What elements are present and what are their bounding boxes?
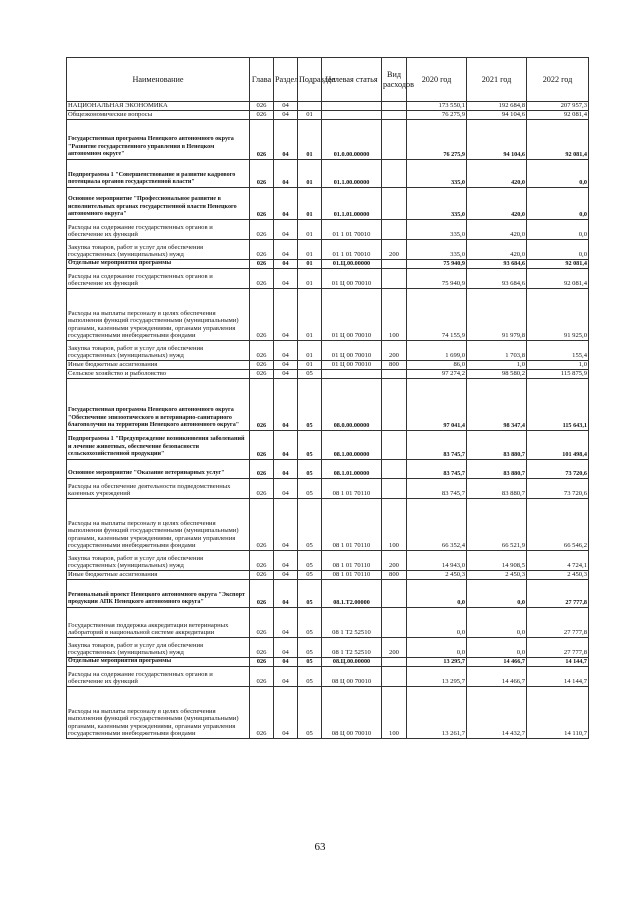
cell-2022: 27 777,8 xyxy=(527,638,589,658)
cell-2020: 13 295,7 xyxy=(407,667,467,687)
cell-2022: 101 498,4 xyxy=(527,431,589,460)
cell-2021: 420,0 xyxy=(467,160,527,188)
cell-2022: 92 081,4 xyxy=(527,111,589,120)
cell-2020: 83 745,7 xyxy=(407,431,467,460)
table-row xyxy=(67,220,589,240)
cell-2020: 335,0 xyxy=(407,160,467,188)
cell-name: Закупка товаров, работ и услуг для обеспечения государственных (муниципальных) нужд xyxy=(67,638,250,658)
cell-2022: 207 957,3 xyxy=(527,102,589,111)
cell-vr xyxy=(382,658,407,667)
cell-name: Подпрограмма 1 "Совершенствование и развитие кадрового потенциала органов государственной власти" xyxy=(67,160,250,188)
cell-2021: 83 880,7 xyxy=(467,460,527,479)
cell-name: Основное мероприятие "Профессиональное развитие в исполнительных органах государственной власти Ненецкого автономного округа" xyxy=(67,188,250,220)
cell-glava: 026 xyxy=(250,361,274,370)
col-header-2022: 2022 год xyxy=(527,58,589,102)
cell-podrazdel: 01 xyxy=(298,341,322,361)
cell-2022: 27 777,8 xyxy=(527,580,589,608)
cell-razdel: 04 xyxy=(274,571,298,580)
cell-razdel: 04 xyxy=(274,370,298,379)
cell-razdel: 04 xyxy=(274,361,298,370)
cell-glava: 026 xyxy=(250,188,274,220)
cell-name: НАЦИОНАЛЬНАЯ ЭКОНОМИКА xyxy=(67,102,250,111)
cell-glava: 026 xyxy=(250,431,274,460)
cell-2022: 14 110,7 xyxy=(527,687,589,739)
cell-vr: 200 xyxy=(382,551,407,571)
cell-name: Государственная программа Ненецкого автономного округа "Развитие государственного управления в Ненецком автономном округе" xyxy=(67,120,250,160)
cell-2022: 73 720,6 xyxy=(527,479,589,499)
cell-razdel: 04 xyxy=(274,499,298,551)
cell-name: Сельское хозяйство и рыболовство xyxy=(67,370,250,379)
cell-vr xyxy=(382,379,407,431)
cell-podrazdel: 05 xyxy=(298,658,322,667)
cell-2021: 94 104,6 xyxy=(467,111,527,120)
cell-vr: 100 xyxy=(382,499,407,551)
cell-2020: 0,0 xyxy=(407,580,467,608)
cell-2021: 14 466,7 xyxy=(467,667,527,687)
cell-glava: 026 xyxy=(250,379,274,431)
cell-2021: 98 347,4 xyxy=(467,379,527,431)
table-row xyxy=(67,379,589,431)
cell-glava: 026 xyxy=(250,479,274,499)
cell-vr xyxy=(382,160,407,188)
cell-glava: 026 xyxy=(250,220,274,240)
cell-2022: 1,0 xyxy=(527,361,589,370)
cell-2022: 155,4 xyxy=(527,341,589,361)
cell-vr xyxy=(382,102,407,111)
cell-2022: 2 450,3 xyxy=(527,571,589,580)
cell-csr: 08 1 01 70110 xyxy=(322,571,382,580)
cell-2021: 0,0 xyxy=(467,638,527,658)
table-row xyxy=(67,580,589,608)
cell-glava: 026 xyxy=(250,499,274,551)
col-header-vr: Вид расходов xyxy=(382,58,407,102)
cell-razdel: 04 xyxy=(274,160,298,188)
cell-2020: 2 450,3 xyxy=(407,571,467,580)
cell-vr xyxy=(382,188,407,220)
cell-csr: 08 1 01 70110 xyxy=(322,499,382,551)
cell-csr: 08 Ц 00 70010 xyxy=(322,687,382,739)
cell-csr: 08.1.Т2.00000 xyxy=(322,580,382,608)
cell-name: Государственная поддержка аккредитации ветеринарных лабораторий в национальной системе аккредитации xyxy=(67,608,250,638)
cell-2020: 83 745,7 xyxy=(407,460,467,479)
cell-razdel: 04 xyxy=(274,479,298,499)
cell-name: Государственная программа Ненецкого автономного округа "Обеспечение эпизоотического и ветеринарно-санитарного благополучия на территории Ненецкого автономного округа" xyxy=(67,379,250,431)
cell-glava: 026 xyxy=(250,370,274,379)
cell-2021: 93 684,6 xyxy=(467,260,527,269)
cell-2021: 192 684,8 xyxy=(467,102,527,111)
cell-2022: 0,0 xyxy=(527,240,589,260)
cell-name: Подпрограмма 1 "Предупреждение возникновения заболеваний и лечение животных, обеспечение безопасности сельскохозяйственной продукции" xyxy=(67,431,250,460)
table-row xyxy=(67,269,589,289)
table-row xyxy=(67,102,589,111)
cell-csr: 01 Ц 00 70010 xyxy=(322,269,382,289)
cell-2021: 2 450,3 xyxy=(467,571,527,580)
cell-csr: 01.1.00.00000 xyxy=(322,160,382,188)
budget-table-sheet xyxy=(66,57,588,739)
cell-razdel: 04 xyxy=(274,667,298,687)
cell-2021: 66 521,9 xyxy=(467,499,527,551)
col-header-glava: Глава xyxy=(250,58,274,102)
cell-vr xyxy=(382,260,407,269)
cell-name: Закупка товаров, работ и услуг для обеспечения государственных (муниципальных) нужд xyxy=(67,551,250,571)
cell-2020: 66 352,4 xyxy=(407,499,467,551)
cell-csr: 08 Ц 00 70010 xyxy=(322,667,382,687)
table-row xyxy=(67,658,589,667)
table-row xyxy=(67,120,589,160)
col-header-2020: 2020 год xyxy=(407,58,467,102)
cell-2021: 98 580,2 xyxy=(467,370,527,379)
cell-csr xyxy=(322,370,382,379)
cell-podrazdel: 01 xyxy=(298,120,322,160)
cell-2020: 97 041,4 xyxy=(407,379,467,431)
cell-glava: 026 xyxy=(250,608,274,638)
cell-podrazdel: 05 xyxy=(298,667,322,687)
cell-vr: 100 xyxy=(382,289,407,341)
budget-table xyxy=(66,57,589,739)
cell-2021: 1,0 xyxy=(467,361,527,370)
cell-glava: 026 xyxy=(250,460,274,479)
table-row xyxy=(67,687,589,739)
table-row xyxy=(67,667,589,687)
cell-csr: 08.Ц.00.00000 xyxy=(322,658,382,667)
cell-2020: 75 940,9 xyxy=(407,260,467,269)
cell-name: Основное мероприятие "Оказание ветеринарных услуг" xyxy=(67,460,250,479)
table-row xyxy=(67,431,589,460)
cell-vr xyxy=(382,111,407,120)
table-row xyxy=(67,551,589,571)
page-number: 63 xyxy=(314,841,326,853)
cell-name: Расходы на обеспечение деятельности подведомственных казенных учреждений xyxy=(67,479,250,499)
cell-2022: 66 546,2 xyxy=(527,499,589,551)
cell-2022: 92 081,4 xyxy=(527,120,589,160)
cell-podrazdel: 05 xyxy=(298,608,322,638)
cell-2022: 14 144,7 xyxy=(527,667,589,687)
cell-csr: 01.1.01.00000 xyxy=(322,188,382,220)
table-row xyxy=(67,260,589,269)
cell-razdel: 04 xyxy=(274,188,298,220)
cell-name: Общеэкономические вопросы xyxy=(67,111,250,120)
cell-csr: 08.1.01.00000 xyxy=(322,460,382,479)
cell-podrazdel xyxy=(298,102,322,111)
cell-podrazdel: 05 xyxy=(298,431,322,460)
cell-2021: 420,0 xyxy=(467,220,527,240)
cell-name: Иные бюджетные ассигнования xyxy=(67,361,250,370)
cell-csr: 01.Ц.00.00000 xyxy=(322,260,382,269)
cell-2022: 115 643,1 xyxy=(527,379,589,431)
cell-csr: 08 1 Т2 52510 xyxy=(322,608,382,638)
cell-vr: 200 xyxy=(382,341,407,361)
cell-glava: 026 xyxy=(250,120,274,160)
cell-2021: 91 979,8 xyxy=(467,289,527,341)
cell-vr: 200 xyxy=(382,638,407,658)
table-row xyxy=(67,479,589,499)
cell-vr xyxy=(382,370,407,379)
col-header-name: Наименование xyxy=(67,58,250,102)
cell-2022: 115 875,9 xyxy=(527,370,589,379)
cell-2020: 97 274,2 xyxy=(407,370,467,379)
table-row xyxy=(67,608,589,638)
col-header-2021: 2021 год xyxy=(467,58,527,102)
cell-podrazdel: 01 xyxy=(298,269,322,289)
cell-podrazdel: 01 xyxy=(298,361,322,370)
cell-razdel: 04 xyxy=(274,341,298,361)
cell-name: Расходы на содержание государственных органов и обеспечение их функций xyxy=(67,269,250,289)
cell-csr: 01 1 01 70010 xyxy=(322,240,382,260)
cell-2020: 74 155,9 xyxy=(407,289,467,341)
cell-glava: 026 xyxy=(250,341,274,361)
cell-razdel: 04 xyxy=(274,379,298,431)
cell-glava: 026 xyxy=(250,111,274,120)
cell-2020: 76 275,9 xyxy=(407,120,467,160)
cell-csr: 08 1 Т2 52510 xyxy=(322,638,382,658)
cell-name: Отдельные мероприятия программы xyxy=(67,658,250,667)
cell-2021: 94 104,6 xyxy=(467,120,527,160)
cell-2020: 13 295,7 xyxy=(407,658,467,667)
cell-razdel: 04 xyxy=(274,551,298,571)
cell-podrazdel: 05 xyxy=(298,499,322,551)
table-row xyxy=(67,188,589,220)
table-row xyxy=(67,370,589,379)
cell-2020: 335,0 xyxy=(407,188,467,220)
cell-podrazdel: 01 xyxy=(298,289,322,341)
cell-razdel: 04 xyxy=(274,120,298,160)
cell-podrazdel: 01 xyxy=(298,111,322,120)
cell-2021: 1 703,8 xyxy=(467,341,527,361)
cell-2022: 27 777,8 xyxy=(527,608,589,638)
cell-razdel: 04 xyxy=(274,431,298,460)
cell-csr: 01.0.00.00000 xyxy=(322,120,382,160)
table-row xyxy=(67,460,589,479)
cell-glava: 026 xyxy=(250,667,274,687)
cell-razdel: 04 xyxy=(274,240,298,260)
table-row xyxy=(67,111,589,120)
cell-2020: 335,0 xyxy=(407,220,467,240)
cell-podrazdel: 01 xyxy=(298,160,322,188)
cell-2020: 86,0 xyxy=(407,361,467,370)
table-row xyxy=(67,638,589,658)
cell-vr xyxy=(382,431,407,460)
table-body xyxy=(67,102,589,739)
cell-2020: 1 699,0 xyxy=(407,341,467,361)
cell-2022: 73 720,6 xyxy=(527,460,589,479)
cell-razdel: 04 xyxy=(274,269,298,289)
cell-glava: 026 xyxy=(250,289,274,341)
cell-2022: 0,0 xyxy=(527,220,589,240)
cell-podrazdel: 05 xyxy=(298,379,322,431)
cell-2020: 14 943,0 xyxy=(407,551,467,571)
cell-name: Расходы на содержание государственных органов и обеспечение их функций xyxy=(67,220,250,240)
cell-razdel: 04 xyxy=(274,460,298,479)
cell-glava: 026 xyxy=(250,240,274,260)
cell-name: Расходы на выплаты персоналу в целях обеспечения выполнения функций государственными (муниципальными) органами, казенными учреждениями, органами управления государственными внебюджетными фондами xyxy=(67,499,250,551)
cell-name: Закупка товаров, работ и услуг для обеспечения государственных (муниципальных) нужд xyxy=(67,240,250,260)
cell-2021: 93 684,6 xyxy=(467,269,527,289)
cell-2021: 420,0 xyxy=(467,240,527,260)
cell-podrazdel: 05 xyxy=(298,638,322,658)
cell-2021: 83 880,7 xyxy=(467,431,527,460)
cell-podrazdel: 05 xyxy=(298,460,322,479)
table-row xyxy=(67,289,589,341)
table-row xyxy=(67,240,589,260)
cell-csr: 01 1 01 70010 xyxy=(322,220,382,240)
cell-2021: 14 432,7 xyxy=(467,687,527,739)
cell-2022: 4 724,1 xyxy=(527,551,589,571)
cell-name: Отдельные мероприятия программы xyxy=(67,260,250,269)
cell-2020: 335,0 xyxy=(407,240,467,260)
cell-vr: 800 xyxy=(382,361,407,370)
cell-podrazdel: 05 xyxy=(298,551,322,571)
table-row xyxy=(67,160,589,188)
cell-2021: 0,0 xyxy=(467,608,527,638)
cell-vr xyxy=(382,479,407,499)
cell-2022: 92 081,4 xyxy=(527,260,589,269)
cell-2020: 0,0 xyxy=(407,638,467,658)
cell-csr: 01 Ц 00 70010 xyxy=(322,361,382,370)
cell-razdel: 04 xyxy=(274,220,298,240)
cell-2022: 0,0 xyxy=(527,188,589,220)
cell-glava: 026 xyxy=(250,580,274,608)
col-header-razdel: Раздел xyxy=(274,58,298,102)
cell-name: Расходы на содержание государственных органов и обеспечение их функций xyxy=(67,667,250,687)
cell-razdel: 04 xyxy=(274,102,298,111)
cell-csr: 08.0.00.00000 xyxy=(322,379,382,431)
cell-vr: 200 xyxy=(382,240,407,260)
cell-podrazdel: 05 xyxy=(298,370,322,379)
cell-csr xyxy=(322,111,382,120)
cell-2020: 75 940,9 xyxy=(407,269,467,289)
cell-2021: 14 908,5 xyxy=(467,551,527,571)
cell-vr xyxy=(382,580,407,608)
table-header-row xyxy=(67,58,589,102)
cell-name: Расходы на выплаты персоналу в целях обеспечения выполнения функций государственными (муниципальными) органами, казенными учреждениями, органами управления государственными внебюджетными фондами xyxy=(67,687,250,739)
cell-vr xyxy=(382,608,407,638)
cell-vr xyxy=(382,269,407,289)
cell-csr xyxy=(322,102,382,111)
table-row xyxy=(67,499,589,551)
cell-2020: 83 745,7 xyxy=(407,479,467,499)
cell-glava: 026 xyxy=(250,102,274,111)
cell-podrazdel: 05 xyxy=(298,571,322,580)
cell-2021: 83 880,7 xyxy=(467,479,527,499)
cell-razdel: 04 xyxy=(274,260,298,269)
cell-glava: 026 xyxy=(250,687,274,739)
cell-podrazdel: 01 xyxy=(298,260,322,269)
cell-razdel: 04 xyxy=(274,111,298,120)
cell-2022: 0,0 xyxy=(527,160,589,188)
cell-glava: 026 xyxy=(250,638,274,658)
col-header-csr: Целевая статья xyxy=(322,58,382,102)
cell-2021: 0,0 xyxy=(467,580,527,608)
cell-glava: 026 xyxy=(250,551,274,571)
cell-name: Иные бюджетные ассигнования xyxy=(67,571,250,580)
cell-podrazdel: 05 xyxy=(298,580,322,608)
cell-csr: 01 Ц 00 70010 xyxy=(322,341,382,361)
cell-podrazdel: 01 xyxy=(298,220,322,240)
cell-2020: 0,0 xyxy=(407,608,467,638)
cell-csr: 08 1 01 70110 xyxy=(322,551,382,571)
cell-name: Закупка товаров, работ и услуг для обеспечения государственных (муниципальных) нужд xyxy=(67,341,250,361)
cell-vr xyxy=(382,220,407,240)
cell-vr: 800 xyxy=(382,571,407,580)
cell-2021: 420,0 xyxy=(467,188,527,220)
cell-glava: 026 xyxy=(250,269,274,289)
cell-razdel: 04 xyxy=(274,658,298,667)
cell-vr xyxy=(382,667,407,687)
cell-2020: 13 261,7 xyxy=(407,687,467,739)
cell-razdel: 04 xyxy=(274,638,298,658)
cell-glava: 026 xyxy=(250,160,274,188)
table-row xyxy=(67,341,589,361)
cell-name: Расходы на выплаты персоналу в целях обеспечения выполнения функций государственными (муниципальными) органами, казенными учреждениями, органами управления государственными внебюджетными фондами xyxy=(67,289,250,341)
cell-podrazdel: 05 xyxy=(298,687,322,739)
cell-csr: 08 1 01 70110 xyxy=(322,479,382,499)
cell-glava: 026 xyxy=(250,571,274,580)
cell-razdel: 04 xyxy=(274,608,298,638)
cell-glava: 026 xyxy=(250,658,274,667)
cell-vr: 100 xyxy=(382,687,407,739)
cell-name: Региональный проект Ненецкого автономного округа "Экспорт продукции АПК Ненецкого автономного округа" xyxy=(67,580,250,608)
cell-2022: 92 081,4 xyxy=(527,269,589,289)
cell-csr: 01 Ц 00 70010 xyxy=(322,289,382,341)
cell-2022: 91 925,0 xyxy=(527,289,589,341)
cell-2021: 14 466,7 xyxy=(467,658,527,667)
cell-vr xyxy=(382,460,407,479)
cell-glava: 026 xyxy=(250,260,274,269)
cell-podrazdel: 01 xyxy=(298,188,322,220)
cell-razdel: 04 xyxy=(274,687,298,739)
table-row xyxy=(67,361,589,370)
table-row xyxy=(67,571,589,580)
cell-podrazdel: 01 xyxy=(298,240,322,260)
cell-razdel: 04 xyxy=(274,580,298,608)
cell-vr xyxy=(382,120,407,160)
cell-podrazdel: 05 xyxy=(298,479,322,499)
col-header-podrazdel: Подраздел xyxy=(298,58,322,102)
cell-2022: 14 144,7 xyxy=(527,658,589,667)
cell-csr: 08.1.00.00000 xyxy=(322,431,382,460)
cell-2020: 173 550,1 xyxy=(407,102,467,111)
cell-razdel: 04 xyxy=(274,289,298,341)
cell-2020: 76 275,9 xyxy=(407,111,467,120)
